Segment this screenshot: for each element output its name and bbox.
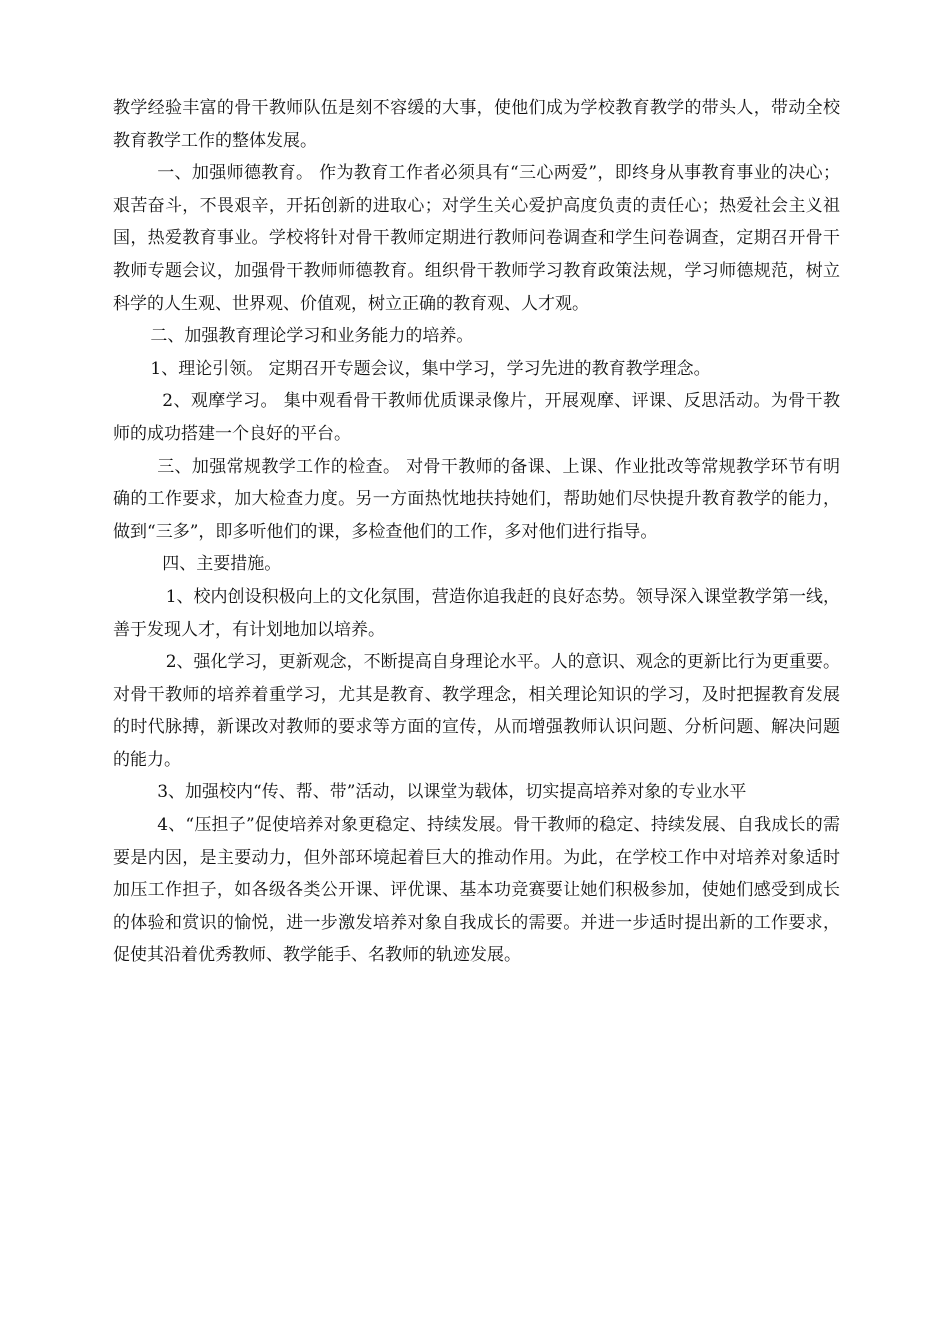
paragraph-section-1: 一、加强师德教育。 作为教育工作者必须具有“三心两爱”，即终身从事教育事业的决心；艰苦奋斗，不畏艰辛，开拓创新的进取心；对学生关心爱护高度负责的责任心；热爱社会主义祖国，热爱教育事业。学校将针对骨干教师定期进行教师问卷调查和学生问卷调查，定期召开骨干教师专题会议，加强骨干教师师德教育。组织骨干教师学习教育政策法规，学习师德规范，树立科学的人生观、世界观、价值观，树立正确的教育观、人才观。 — [113, 163, 840, 314]
paragraph-section-2-heading: 二、加强教育理论学习和业务能力的培养。 — [150, 326, 474, 347]
paragraph-item-2-1: 1、理论引领。 定期召开专题会议，集中学习，学习先进的教育教学理念。 — [150, 358, 711, 379]
paragraph-section-3: 三、加强常规教学工作的检查。 对骨干教师的备课、上课、作业批改等常规教学环节有明确的工作要求，加大检查力度。另一方面热忱地扶持她们，帮助她们尽快提升教育教学的能力，做到“三多”，即多听他们的课，多检查他们的工作，多对他们进行指导。 — [113, 456, 840, 542]
paragraph-item-4-4: 4、“压担子”促使培养对象更稳定、持续发展。骨干教师的稳定、持续发展、自我成长的需要是内因，是主要动力，但外部环境起着巨大的推动作用。为此，在学校工作中对培养对象适时加压工作担子，如各级各类公开课、评优课、基本功竞赛要让她们积极参加，使她们感受到成长的体验和赏识的愉悦，进一步激发培养对象自我成长的需要。并进一步适时提出新的工作要求，促使其沿着优秀教师、教学能手、名教师的轨迹发展。 — [113, 815, 840, 966]
paragraph-item-4-3: 3、加强校内“传、帮、带”活动，以课堂为载体，切实提高培养对象的专业水平 — [157, 782, 747, 803]
document-body — [113, 92, 840, 972]
paragraph-item-4-2: 2、强化学习，更新观念，不断提高自身理论水平。人的意识、观念的更新比行为更重要。对骨干教师的培养着重学习，尤其是教育、教学理念，相关理论知识的学习，及时把握教育发展的时代脉搏，新课改对教师的要求等方面的宣传，从而增强教师认识问题、分析问题、解决问题的能力。 — [113, 652, 840, 770]
paragraph-intro: 教学经验丰富的骨干教师队伍是刻不容缓的大事，使他们成为学校教育教学的带头人，带动全校教育教学工作的整体发展。 — [113, 98, 840, 151]
paragraph-item-2-2: 2、观摩学习。 集中观看骨干教师优质课录像片，开展观摩、评课、反思活动。为骨干教师的成功搭建一个良好的平台。 — [113, 391, 840, 444]
paragraph-item-4-1: 1、校内创设积极向上的文化氛围，营造你追我赶的良好态势。领导深入课堂教学第一线，善于发现人才，有计划地加以培养。 — [113, 586, 840, 640]
paragraph-section-4-heading: 四、主要措施。 — [162, 554, 282, 575]
